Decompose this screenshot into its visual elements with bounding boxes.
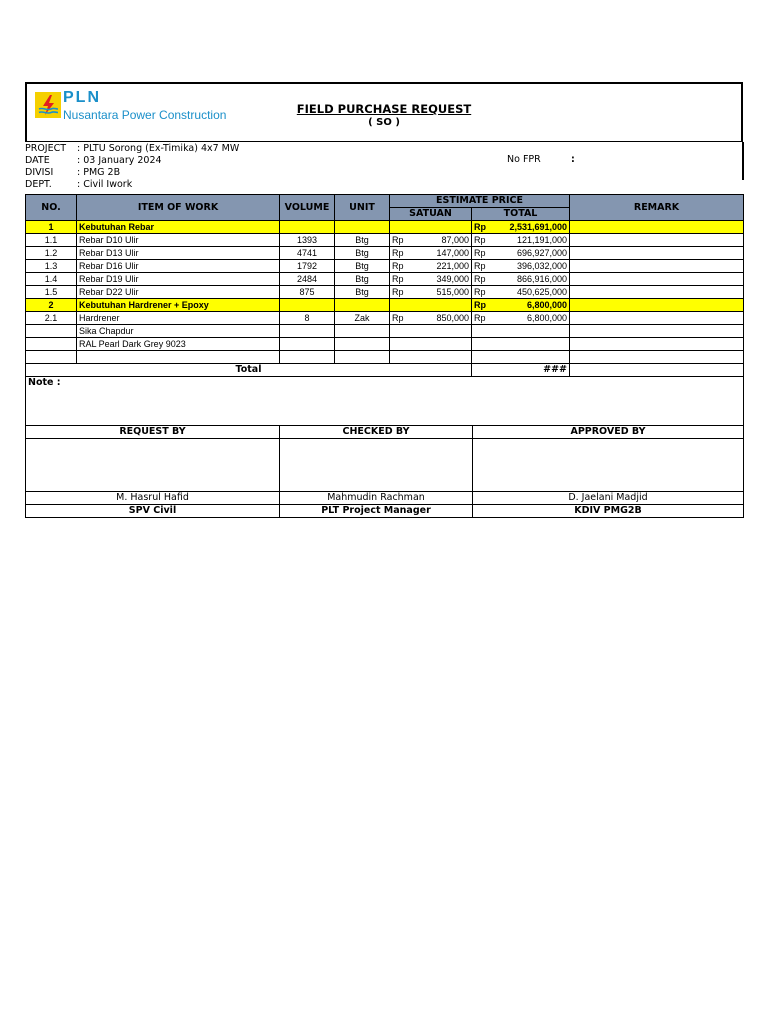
cell-remark — [570, 221, 744, 234]
cell-satuan — [410, 325, 472, 338]
cell-unit: Btg — [335, 273, 390, 286]
cell-item: Rebar D13 Ulir — [77, 247, 280, 260]
date-value: : 03 January 2024 — [77, 155, 162, 166]
cell-unit — [335, 221, 390, 234]
approved-role: KDIV PMG2B — [473, 505, 744, 518]
cell-volume: 4741 — [280, 247, 335, 260]
cell-unit: Zak — [335, 312, 390, 325]
table-row — [26, 234, 744, 247]
table-row — [26, 338, 744, 351]
cell-volume: 1792 — [280, 260, 335, 273]
cell-currency: Rp — [472, 312, 492, 325]
request-signature-area — [26, 439, 280, 492]
cell-volume — [280, 338, 335, 351]
request-name: M. Hasrul Hafid — [26, 492, 280, 505]
total-row — [26, 364, 744, 377]
cell-satuan: 850,000 — [410, 312, 472, 325]
approved-by-label: APPROVED BY — [473, 426, 744, 439]
total-value: ### — [472, 364, 570, 377]
cell-total — [492, 325, 570, 338]
date-label: DATE — [25, 155, 50, 166]
cell-currency: Rp — [472, 273, 492, 286]
cell-currency — [390, 351, 410, 364]
cell-no — [26, 351, 77, 364]
cell-item: Rebar D10 Ulir — [77, 234, 280, 247]
table-row — [26, 286, 744, 299]
cell-total: 121,191,000 — [492, 234, 570, 247]
checked-signature-area — [280, 439, 473, 492]
cell-currency: Rp — [472, 247, 492, 260]
cell-volume: 875 — [280, 286, 335, 299]
cell-satuan — [410, 221, 472, 234]
table-row — [26, 260, 744, 273]
cell-currency: Rp — [390, 273, 410, 286]
logo-text: PLN — [63, 89, 101, 106]
cell-currency — [390, 299, 410, 312]
table-row — [26, 299, 744, 312]
cell-item: Rebar D16 Ulir — [77, 260, 280, 273]
cell-satuan — [410, 299, 472, 312]
dept-value: : Civil Iwork — [77, 179, 133, 190]
cell-currency: Rp — [472, 234, 492, 247]
cell-remark — [570, 273, 744, 286]
cell-currency: Rp — [390, 234, 410, 247]
note-row — [26, 377, 744, 426]
cell-no: 1.2 — [26, 247, 77, 260]
cell-unit — [335, 338, 390, 351]
col-header-remark: REMARK — [570, 195, 744, 221]
cell-volume — [280, 299, 335, 312]
cell-no: 1 — [26, 221, 77, 234]
cell-remark — [570, 247, 744, 260]
cell-satuan: 349,000 — [410, 273, 472, 286]
cell-remark — [570, 286, 744, 299]
cell-item: Hardrener — [77, 312, 280, 325]
col-header-estimate: ESTIMATE PRICE — [390, 195, 570, 208]
form-subtitle: ( SO ) — [368, 117, 400, 128]
checked-name: Mahmudin Rachman — [280, 492, 473, 505]
table-row — [26, 325, 744, 338]
cell-currency: Rp — [390, 286, 410, 299]
request-role: SPV Civil — [26, 505, 280, 518]
cell-currency: Rp — [390, 260, 410, 273]
cell-no: 2 — [26, 299, 77, 312]
cell-currency — [472, 325, 492, 338]
cell-volume: 2484 — [280, 273, 335, 286]
cell-no: 1.1 — [26, 234, 77, 247]
project-label: PROJECT — [25, 143, 67, 154]
form-header — [25, 82, 743, 142]
cell-no: 1.3 — [26, 260, 77, 273]
cell-currency: Rp — [472, 299, 492, 312]
project-info — [25, 142, 744, 190]
cell-item: Rebar D22 Ulir — [77, 286, 280, 299]
form-title: FIELD PURCHASE REQUEST — [296, 102, 472, 116]
cell-satuan — [410, 351, 472, 364]
cell-item: Sika Chapdur — [77, 325, 280, 338]
cell-unit: Btg — [335, 247, 390, 260]
cell-volume: 8 — [280, 312, 335, 325]
cell-satuan: 221,000 — [410, 260, 472, 273]
cell-unit: Btg — [335, 286, 390, 299]
table-row — [26, 247, 744, 260]
cell-item: Rebar D19 Ulir — [77, 273, 280, 286]
cell-unit: Btg — [335, 234, 390, 247]
cell-volume: 1393 — [280, 234, 335, 247]
dept-label: DEPT. — [25, 179, 52, 190]
note-label: Note : — [26, 377, 744, 426]
cell-volume — [280, 351, 335, 364]
divisi-value: : PMG 2B — [77, 167, 121, 178]
total-remark — [570, 364, 744, 377]
table-row — [26, 221, 744, 234]
approved-name: D. Jaelani Madjid — [473, 492, 744, 505]
cell-remark — [570, 338, 744, 351]
approved-signature-area — [473, 439, 744, 492]
cell-remark — [570, 260, 744, 273]
cell-no: 1.4 — [26, 273, 77, 286]
cell-total: 866,916,000 — [492, 273, 570, 286]
cell-remark — [570, 351, 744, 364]
col-header-unit: UNIT — [335, 195, 390, 221]
divisi-row — [25, 167, 120, 179]
cell-satuan: 87,000 — [410, 234, 472, 247]
cell-currency: Rp — [390, 312, 410, 325]
cell-unit: Btg — [335, 260, 390, 273]
date-row — [25, 155, 162, 167]
cell-currency — [390, 325, 410, 338]
fpr-colon: : — [571, 154, 575, 165]
request-by-label: REQUEST BY — [26, 426, 280, 439]
cell-total: 6,800,000 — [492, 299, 570, 312]
col-header-item: ITEM OF WORK — [77, 195, 280, 221]
cell-unit — [335, 299, 390, 312]
cell-total — [492, 351, 570, 364]
cell-remark — [570, 325, 744, 338]
col-header-total: TOTAL — [472, 208, 570, 221]
cell-item: Kebutuhan Rebar — [77, 221, 280, 234]
items-table — [25, 194, 744, 426]
cell-total: 396,032,000 — [492, 260, 570, 273]
cell-volume — [280, 221, 335, 234]
dept-row — [25, 179, 132, 191]
table-row — [26, 312, 744, 325]
col-header-no: NO. — [26, 195, 77, 221]
cell-satuan: 515,000 — [410, 286, 472, 299]
cell-satuan: 147,000 — [410, 247, 472, 260]
cell-remark — [570, 312, 744, 325]
cell-unit — [335, 325, 390, 338]
cell-currency: Rp — [390, 247, 410, 260]
cell-total — [492, 338, 570, 351]
cell-no: 1.5 — [26, 286, 77, 299]
cell-currency — [390, 221, 410, 234]
cell-total: 2,531,691,000 — [492, 221, 570, 234]
cell-currency: Rp — [472, 286, 492, 299]
checked-role: PLT Project Manager — [280, 505, 473, 518]
cell-item — [77, 351, 280, 364]
cell-item: RAL Pearl Dark Grey 9023 — [77, 338, 280, 351]
cell-item: Kebutuhan Hardrener + Epoxy — [77, 299, 280, 312]
cell-remark — [570, 299, 744, 312]
table-row — [26, 273, 744, 286]
cell-currency — [472, 351, 492, 364]
cell-no — [26, 325, 77, 338]
cell-no — [26, 338, 77, 351]
purchase-request-sheet — [25, 82, 743, 518]
checked-by-label: CHECKED BY — [280, 426, 473, 439]
project-value: : PLTU Sorong (Ex-Timika) 4x7 MW — [77, 143, 240, 154]
project-row — [25, 143, 239, 155]
cell-currency: Rp — [472, 260, 492, 273]
col-header-volume: VOLUME — [280, 195, 335, 221]
cell-volume — [280, 325, 335, 338]
cell-total: 450,625,000 — [492, 286, 570, 299]
cell-total: 6,800,000 — [492, 312, 570, 325]
cell-total: 696,927,000 — [492, 247, 570, 260]
cell-currency: Rp — [472, 221, 492, 234]
col-header-satuan: SATUAN — [390, 208, 472, 221]
signature-table — [25, 425, 744, 518]
cell-remark — [570, 234, 744, 247]
fpr-label: No FPR — [507, 154, 541, 165]
cell-unit — [335, 351, 390, 364]
divisi-label: DIVISI — [25, 167, 54, 178]
company-name: Nusantara Power Construction — [63, 108, 227, 122]
cell-currency — [390, 338, 410, 351]
total-label: Total — [26, 364, 472, 377]
cell-no: 2.1 — [26, 312, 77, 325]
cell-currency — [472, 338, 492, 351]
table-row — [26, 351, 744, 364]
cell-satuan — [410, 338, 472, 351]
